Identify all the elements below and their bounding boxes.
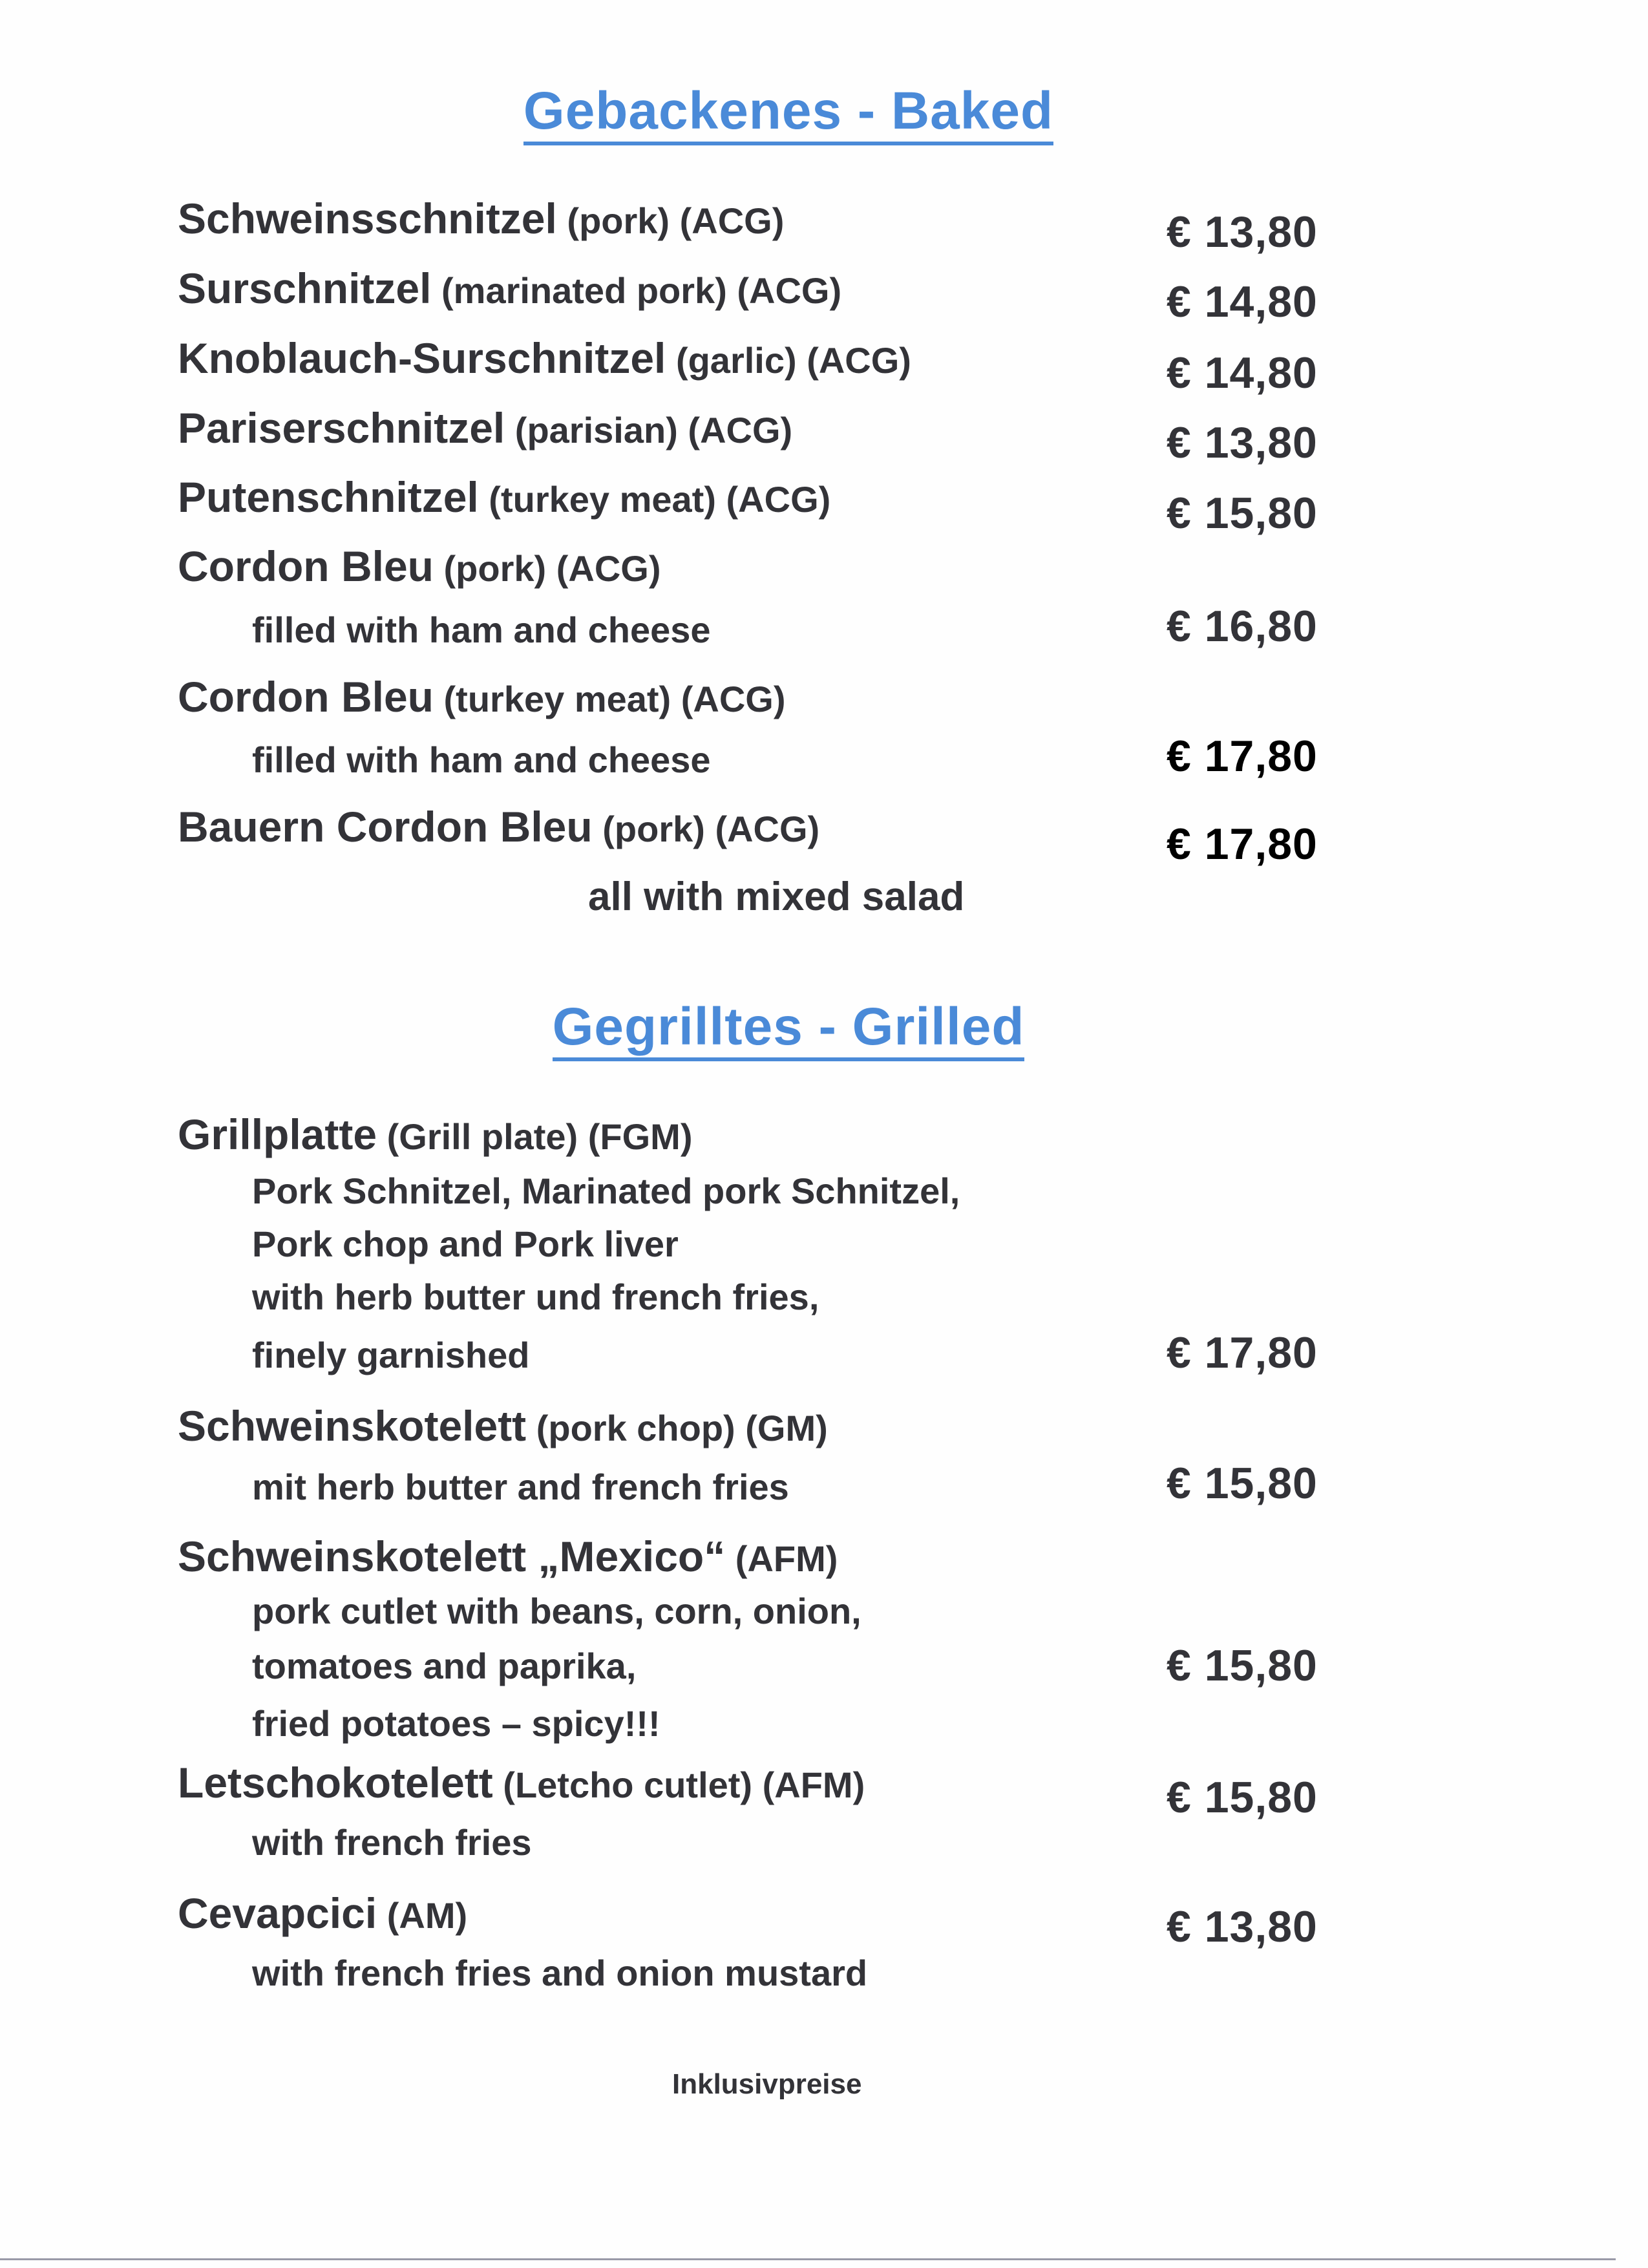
- menu-item-description: with herb butter und french fries,: [252, 1277, 819, 1317]
- menu-item-price: € 13,80: [1167, 1902, 1318, 1951]
- menu-item-name: Cevapcici (AM): [178, 1889, 468, 1937]
- menu-item-name: Bauern Cordon Bleu (pork) (ACG): [178, 803, 820, 851]
- menu-item-price: € 15,80: [1167, 1773, 1318, 1822]
- menu-item-description: filled with ham and cheese: [252, 609, 711, 650]
- menu-item-price: € 17,80: [1167, 1328, 1318, 1377]
- menu-item-price: € 14,80: [1167, 348, 1318, 397]
- menu-item-name: Grillplatte (Grill plate) (FGM): [178, 1110, 693, 1158]
- menu-item-description: with french fries: [252, 1822, 532, 1863]
- section-title-baked: Gebackenes - Baked: [523, 85, 1053, 145]
- menu-item-name: Letschokotelett (Letcho cutlet) (AFM): [178, 1759, 865, 1807]
- menu-item-description: fried potatoes – spicy!!!: [252, 1703, 660, 1744]
- menu-item-name: Schweinsschnitzel (pork) (ACG): [178, 195, 785, 242]
- menu-item-name: Schweinskotelett „Mexico“ (AFM): [178, 1532, 838, 1580]
- menu-item-price: € 15,80: [1167, 1459, 1318, 1508]
- menu-item-price: € 17,80: [1167, 820, 1318, 869]
- menu-item-price: € 17,80: [1167, 732, 1318, 781]
- menu-item-price: € 13,80: [1167, 207, 1318, 257]
- menu-item-price: € 14,80: [1167, 277, 1318, 326]
- menu-item-description: with french fries and onion mustard: [252, 1953, 868, 1993]
- menu-item-name: Surschnitzel (marinated pork) (ACG): [178, 264, 842, 312]
- menu-item-name: Cordon Bleu (pork) (ACG): [178, 542, 661, 590]
- section-heading-baked: [0, 81, 1577, 145]
- menu-item-description: mit herb butter and french fries: [252, 1467, 789, 1507]
- footer-note: Inklusivpreise: [672, 2068, 862, 2100]
- menu-item-name: Cordon Bleu (turkey meat) (ACG): [178, 673, 786, 721]
- menu-item-price: € 15,80: [1167, 1641, 1318, 1690]
- menu-item-description: Pork Schnitzel, Marinated pork Schnitzel,: [252, 1171, 960, 1211]
- menu-item-description: filled with ham and cheese: [252, 739, 711, 780]
- menu-item-name: Schweinskotelett (pork chop) (GM): [178, 1402, 828, 1450]
- scan-edge-divider: [0, 2258, 1616, 2260]
- menu-item-description: finely garnished: [252, 1335, 530, 1375]
- menu-item-description: pork cutlet with beans, corn, onion,: [252, 1591, 861, 1631]
- menu-item-price: € 13,80: [1167, 418, 1318, 467]
- section-title-grilled: Gegrilltes - Grilled: [553, 1001, 1025, 1061]
- menu-item-name: Pariserschnitzel (parisian) (ACG): [178, 404, 793, 452]
- menu-item-description: tomatoes and paprika,: [252, 1646, 637, 1686]
- menu-item-name: Putenschnitzel (turkey meat) (ACG): [178, 473, 831, 521]
- section-heading-grilled: [0, 997, 1577, 1061]
- menu-item-description: Pork chop and Pork liver: [252, 1224, 679, 1264]
- menu-item-price: € 15,80: [1167, 489, 1318, 538]
- menu-item-price: € 16,80: [1167, 602, 1318, 651]
- section-note: all with mixed salad: [588, 874, 965, 919]
- menu-item-name: Knoblauch-Surschnitzel (garlic) (ACG): [178, 334, 911, 382]
